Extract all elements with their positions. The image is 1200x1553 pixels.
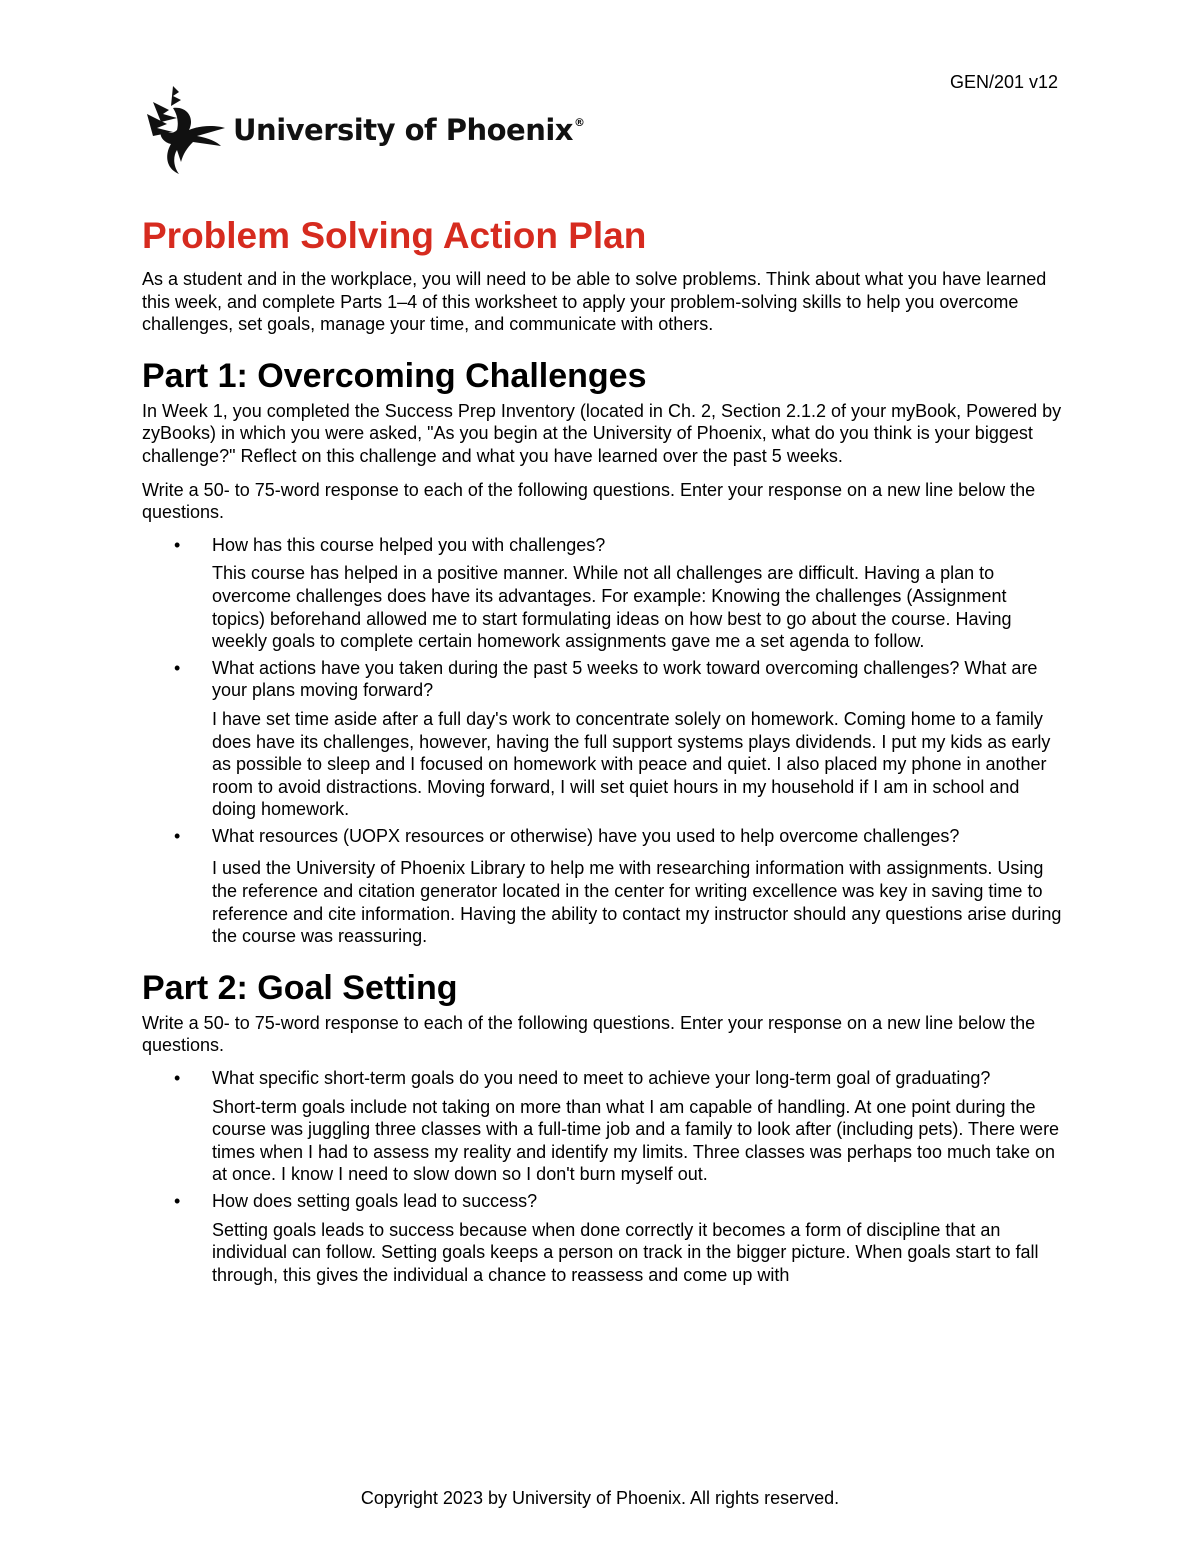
answer-text: Setting goals leads to success because when done correctly it becomes a form of discipline that an individual can follow. Setting goals keeps a person on track in the bigger picture. When goals start to fall through, this gives the individual a chance to reassess and come up with [212,1219,1039,1285]
bullet-icon: • [174,1068,181,1089]
logo-wordmark: University of Phoenix® [233,113,585,147]
question-text: What specific short-term goals do you need to meet to achieve your long-term goal of graduating? [212,1068,991,1089]
part2-question-list [142,1067,1062,1286]
bullet-icon: • [174,657,181,678]
answer-text: I used the University of Phoenix Library to help me with researching information with assignments. Using the reference and citation generator located in the center for writing excellence was key in saving time to reference and cite information. Having the ability to contact my instructor should any questions arise during the course was reassuring. [212,858,1062,947]
intro-paragraph: As a student and in the workplace, you will need to be able to solve problems. Think about what you have learned this week, and complete Parts 1–4 of this worksheet to apply your problem-solving skills to help you overcome challenges, set goals, manage your time, and communicate with others. [142,269,1047,335]
part2-instructions: Write a 50- to 75-word response to each of the following questions. Enter your response on a new line below the questions. [142,1012,1036,1056]
list-item [142,657,1062,821]
bullet-icon: • [174,825,181,846]
answer-text: Short-term goals include not taking on more than what I am capable of handling. At one point during the course was juggling three classes with a full-time job and a family to look after (including pets). There were times when I had to assess my reality and identify my limits. Three classes was perhaps too much take on at once. I know I need to slow down so I don't burn myself out. [212,1096,1060,1185]
university-logo [143,84,585,176]
bullet-icon: • [174,1191,181,1211]
question-text: What resources (UOPX resources or otherwise) have you used to help overcome challenges? [212,825,960,846]
part2-heading: Part 2: Goal Setting [142,968,458,1007]
question-text: How does setting goals lead to success? [212,1191,538,1211]
bullet-icon: • [174,534,181,555]
list-item [142,534,1062,653]
list-item [142,825,1062,948]
question-text: How has this course helped you with challenges? [212,534,606,555]
part1-instructions: Write a 50- to 75-word response to each of the following questions. Enter your response on a new line below the questions. [142,479,1036,523]
phoenix-bird-icon [143,84,227,176]
document-body [142,212,1062,1290]
list-item [142,1067,1062,1186]
part1-paragraph: In Week 1, you completed the Success Prep Inventory (located in Ch. 2, Section 2.1.2 of your myBook, Powered by zyBooks) in which you were asked, "As you begin at the University of Phoenix, what do you think is your biggest challenge?" Reflect on this challenge and what you have learned over the past 5 weeks. [142,400,1062,466]
document-code: GEN/201 v12 [949,72,1058,92]
list-item [142,1190,1062,1286]
question-text: What actions have you taken during the past 5 weeks to work toward overcoming challenges? What are your plans moving forward? [212,657,1038,701]
answer-text: I have set time aside after a full day's work to concentrate solely on homework. Coming home to a family does have its challenges, however, having the full support systems plays dividends. I put my kids as early as possible to sleep and I focused on homework with peace and quiet. I also placed my phone in another room to avoid distractions. Moving forward, I will set quiet hours in my household if I am in school and doing homework. [212,708,1051,820]
answer-text: This course has helped in a positive manner. While not all challenges are difficult. Having a plan to overcome challenges does have its advantages. For example: Knowing the challenges (Assignment topics) beforehand allowed me to start formulating ideas on how best to go about the course. Having weekly goals to complete certain homework assignments gave me a set agenda to follow. [212,563,1012,652]
copyright-footer: Copyright 2023 by University of Phoenix. All rights reserved. [360,1488,840,1508]
part1-heading: Part 1: Overcoming Challenges [142,356,647,395]
part1-question-list [142,534,1062,948]
page-title: Problem Solving Action Plan [142,215,647,256]
